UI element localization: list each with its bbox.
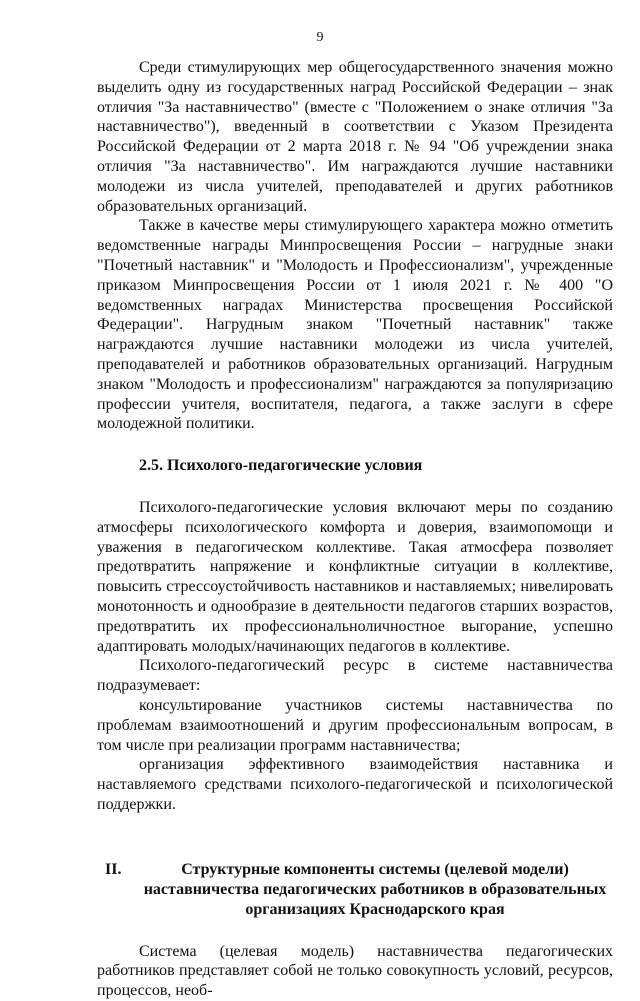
document-body: [97, 58, 613, 1001]
paragraph-psych-conditions: Психолого-педагогические условия включают меры по созданию атмосферы психологического комфорта и доверия, взаимопомощи и уважения в педагогическом коллективе. Такая атмосфера позволяет предотвратить напряжение и конфликтные ситуации в коллективе, повысить стрессоустойчивость наставников и наставляемых; нивелировать монотонность и однообразие в деятельности педагогов старших возрастов, предотвратить их профессиональноличностное выгорание, успешно адаптировать молодых/начинающих педагогов в коллективе.: [97, 498, 613, 655]
paragraph-award-mentorship: Среди стимулирующих мер общегосударственного значения можно выделить одну из государственных наград Российской Федерации – знак отличия "За наставничество" (вместе с "Положением о знаке отличия "За наставничество"), введенный в соответствии с Указом Президента Российской Федерации от 2 марта 2018 г. № 94 "Об учреждении знака отличия "За наставничество". Им награждаются лучшие наставники молодежи из числа учителей, преподавателей и других работников образовательных организаций.: [97, 59, 613, 215]
paragraph-ministry-awards: Также в качестве меры стимулирующего характера можно отметить ведомственные награды Минпросвещения России – нагрудные знаки "Почетный наставник" и "Молодость и Профессионализм", учрежденные приказом Минпросвещения России от 1 июля 2021 г. № 400 "О ведомственных наградах Министерства просвещения Российской Федерации". Нагрудным знаком "Почетный наставник" также награждаются лучшие наставники молодежи из числа учителей, преподавателей и работников образовательных организаций. Нагрудным знаком "Молодость и профессионализм" награждаются за популяризацию профессии учителя, воспитателя, педагога, а также заслуги в сфере молодежной политики.: [97, 217, 613, 433]
section-heading: [97, 860, 613, 920]
section-number: II.: [105, 860, 122, 878]
paragraph-system-model: Система (целевая модель) наставничества педагогических работников представляет собой не только совокупность условий, ресурсов, процессов, необ-: [97, 942, 613, 1000]
list-item: консультирование участников системы наставничества по проблемам взаимоотношений и другим профессиональным вопросам, в том числе при реализации программ наставничества;: [97, 696, 613, 754]
page-number: 9: [316, 30, 324, 45]
list-item: организация эффективного взаимодействия наставника и наставляемого средствами психолого-педагогической и психологической поддержки.: [97, 756, 613, 813]
paragraph-psych-resource: Психолого-педагогический ресурс в системе наставничества подразумевает:: [97, 657, 613, 695]
section-title: Структурные компоненты системы (целевой модели) наставничества педагогических работников в образовательных организациях Краснодарского края: [143, 860, 607, 918]
subsection-heading: 2.5. Психолого-педагогические условия: [139, 457, 423, 475]
